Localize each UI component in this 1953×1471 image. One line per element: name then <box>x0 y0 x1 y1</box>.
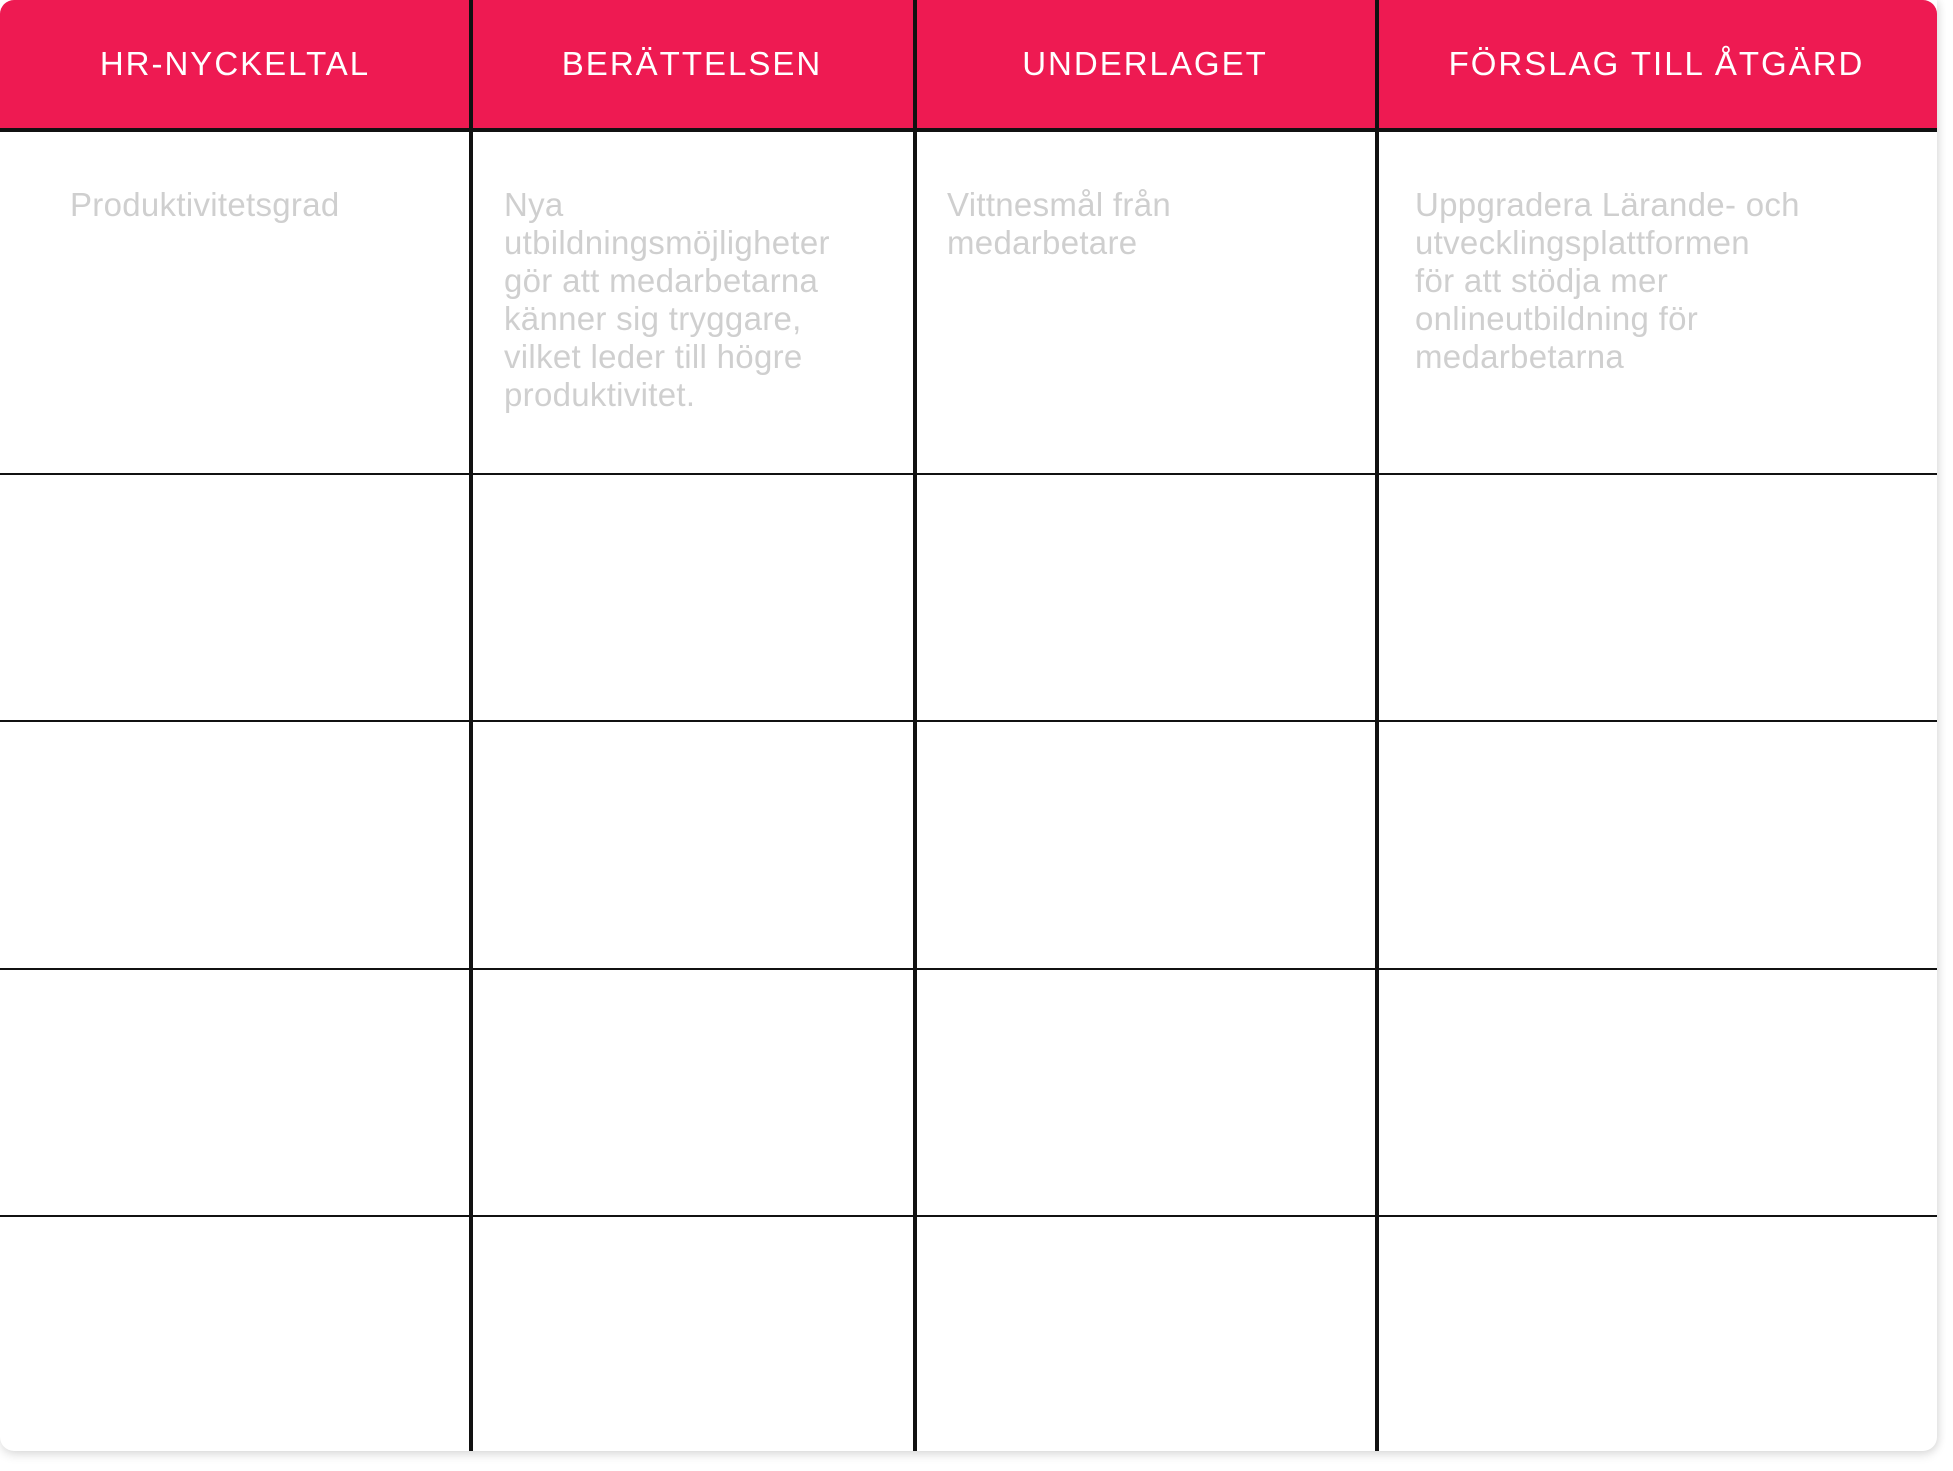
cell-berattelsen: Nya utbildningsmöjligheter gör att medarbetarna känner sig tryggare, vilket leder till högre produktivitet. <box>504 186 830 413</box>
column-divider <box>469 0 473 1451</box>
cell-underlaget: Vittnesmål från medarbetare <box>947 186 1171 261</box>
row-divider <box>0 968 1937 970</box>
table-header-row <box>0 0 1937 132</box>
header-underlaget: UNDERLAGET <box>914 0 1376 128</box>
cell-hr-nyckeltal: Produktivitetsgrad <box>70 186 340 223</box>
header-forslag-till-atgard: FÖRSLAG TILL ÅTGÄRD <box>1376 0 1937 128</box>
row-divider <box>0 720 1937 722</box>
cell-forslag-till-atgard: Uppgradera Lärande- och utvecklingsplattformen för att stödja mer onlineutbildning för medarbetarna <box>1415 186 1800 375</box>
column-divider <box>913 0 917 1451</box>
header-berattelsen: BERÄTTELSEN <box>470 0 914 128</box>
column-divider <box>1375 0 1379 1451</box>
header-hr-nyckeltal: HR-NYCKELTAL <box>0 0 470 128</box>
row-divider <box>0 473 1937 475</box>
row-divider <box>0 1215 1937 1217</box>
